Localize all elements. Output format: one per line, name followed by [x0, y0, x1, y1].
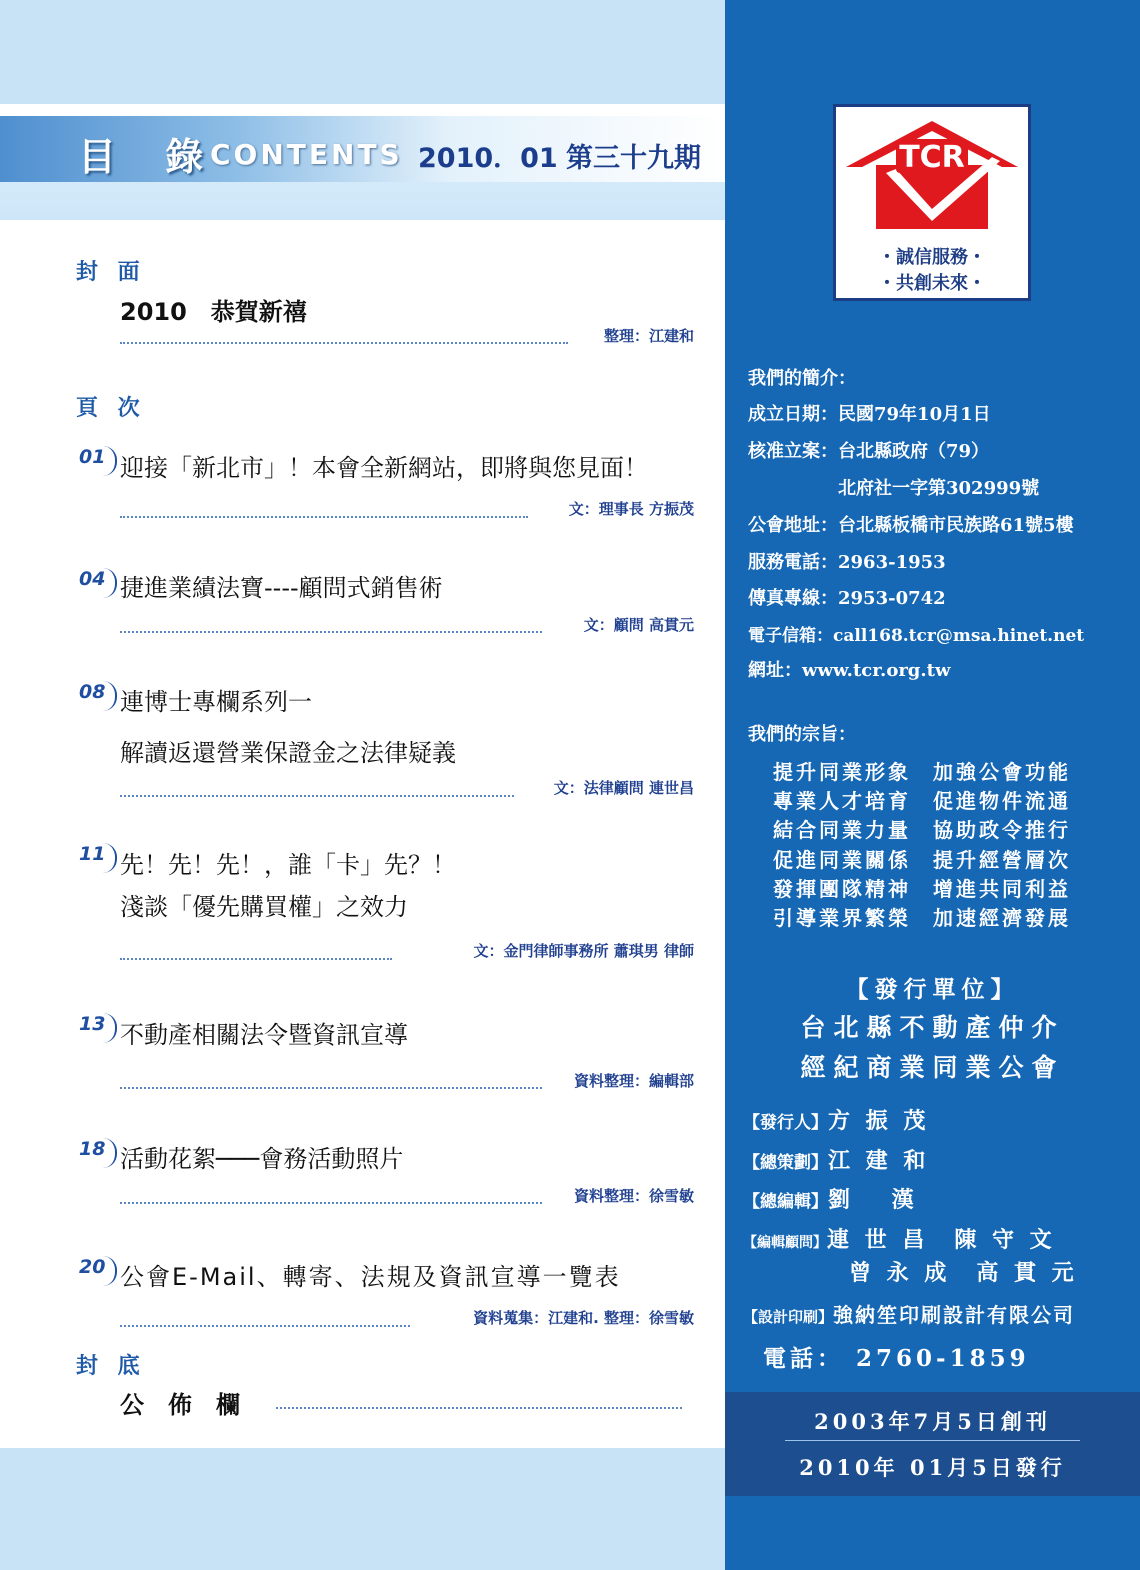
dotted-leader: [120, 958, 392, 960]
profile-line: 傳真專線：2953-0742: [748, 588, 946, 609]
dotted-leader: [120, 342, 568, 344]
entry-author: 文：理事長 方振茂: [568, 500, 694, 518]
logo-text: TCR: [899, 140, 965, 175]
cover-author: 整理：江建和: [603, 327, 694, 345]
staff-advisors-2: 曾 永 成 高 貫 元: [849, 1260, 1078, 1286]
mission-row: 結合同業力量 協助政令推行: [773, 818, 1071, 842]
profile-line: 公會地址：台北縣板橋市民族路61號5樓: [748, 515, 1074, 536]
staff-publisher: 【發行人】方 振 茂: [743, 1108, 930, 1134]
entry-author: 資料整理：編輯部: [573, 1072, 694, 1090]
issue-date: 2010．01: [418, 143, 558, 174]
tcr-emblem-icon: [842, 117, 1022, 235]
mission-row: 引導業界繁榮 加速經濟發展: [773, 906, 1071, 930]
date-divider: [785, 1440, 1080, 1441]
bottom-decor-band: [0, 1448, 725, 1570]
dotted-leader: [120, 1087, 542, 1089]
profile-heading: 我們的簡介：: [748, 368, 856, 389]
profile-line: 服務電話：2963-1953: [748, 552, 946, 573]
back-cover-title: 公 佈 欄: [120, 1391, 240, 1419]
mission-row: 促進同業關係 提升經營層次: [773, 848, 1071, 872]
pages-heading: 頁 次: [76, 396, 146, 421]
page-number: 04: [79, 568, 115, 598]
entry-author: 文：金門律師事務所 蕭琪男 律師: [473, 942, 694, 960]
header-bar: [0, 116, 725, 182]
issued-date: 2010年 01月5日發行: [799, 1455, 1066, 1480]
page-number: 20: [79, 1256, 115, 1286]
page-number: 08: [79, 681, 115, 711]
entry-title: 捷進業績法寶----顧問式銷售術: [120, 574, 443, 602]
phone-number: 電話： 2760-1859: [763, 1345, 1030, 1372]
logo-slogan-2: ・共創未來・: [878, 273, 986, 294]
page-number: 18: [79, 1138, 115, 1168]
date-box: [725, 1392, 1140, 1496]
profile-line: 北府社一字第302999號: [748, 478, 1040, 499]
entry-title: 連博士專欄系列一: [120, 688, 312, 716]
top-decor-band: [0, 0, 725, 104]
issue-number: 第三十九期: [566, 143, 701, 174]
publisher-label: 【發行單位】: [845, 976, 1020, 1003]
entry-title: 活動花絮───會務活動照片: [120, 1145, 404, 1173]
mission-row: 提升同業形象 加強公會功能: [773, 760, 1071, 784]
contents-title: 目 錄: [78, 135, 222, 179]
entry-title-line2: 解讀返還營業保證金之法律疑義: [120, 739, 456, 767]
staff-printer: 【設計印刷】強納笙印刷設計有限公司: [743, 1303, 1076, 1327]
cover-title: 2010 恭賀新禧: [120, 298, 307, 326]
staff-editor: 【總編輯】劉 漢: [743, 1187, 918, 1213]
entry-author: 資料整理：徐雪敏: [573, 1187, 694, 1205]
mission-heading: 我們的宗旨：: [748, 724, 856, 745]
entry-title: 先！先！先！，誰「卡」先？！: [120, 851, 456, 879]
dotted-leader: [120, 516, 528, 518]
profile-line: 網址：www.tcr.org.tw: [748, 660, 951, 681]
profile-line: 電子信箱：call168.tcr@msa.hinet.net: [748, 626, 1085, 646]
contents-subtitle: CONTENTS: [210, 138, 403, 171]
entry-title: 公會E-Mail、轉寄、法規及資訊宣導一覽表: [120, 1263, 621, 1291]
tcr-logo: [833, 104, 1031, 301]
cover-heading: 封 面: [76, 260, 146, 285]
dotted-leader: [276, 1407, 682, 1409]
page-number: 13: [79, 1013, 115, 1043]
profile-line: 成立日期：民國79年10月1日: [748, 404, 991, 425]
mission-row: 專業人才培育 促進物件流通: [773, 789, 1071, 813]
publisher-name-1: 台北縣不動產仲介: [800, 1013, 1065, 1042]
entry-author: 文：法律顧問 連世昌: [553, 779, 694, 797]
entry-title: 不動產相關法令暨資訊宣導: [120, 1021, 408, 1049]
entry-author: 資料蒐集：江建和. 整理：徐雪敏: [473, 1309, 694, 1327]
staff-planner: 【總策劃】江 建 和: [743, 1148, 930, 1174]
entry-title: 迎接「新北市」！本會全新網站，即將與您見面！: [120, 454, 648, 482]
page-number: 01: [79, 446, 115, 476]
info-panel: [725, 0, 1140, 1570]
dotted-leader: [120, 1202, 542, 1204]
dotted-leader: [120, 795, 514, 797]
header-strip: [0, 116, 725, 220]
staff-advisors: 【編輯顧問】連 世 昌 陳 守 文: [743, 1227, 1056, 1253]
entry-title-line2: 淺談「優先購買權」之效力: [120, 893, 408, 921]
dotted-leader: [120, 631, 542, 633]
dotted-leader: [120, 1325, 410, 1327]
page-number: 11: [79, 843, 115, 873]
founded-date: 2003年7月5日創刊: [814, 1409, 1051, 1434]
publisher-name-2: 經紀商業同業公會: [800, 1053, 1065, 1082]
logo-slogan-1: ・誠信服務・: [878, 247, 986, 268]
profile-line: 核准立案：台北縣政府（79）: [748, 441, 990, 462]
entry-author: 文：顧問 高貫元: [583, 616, 694, 634]
back-cover-heading: 封 底: [76, 1354, 146, 1379]
mission-row: 發揮團隊精神 增進共同利益: [773, 877, 1071, 901]
